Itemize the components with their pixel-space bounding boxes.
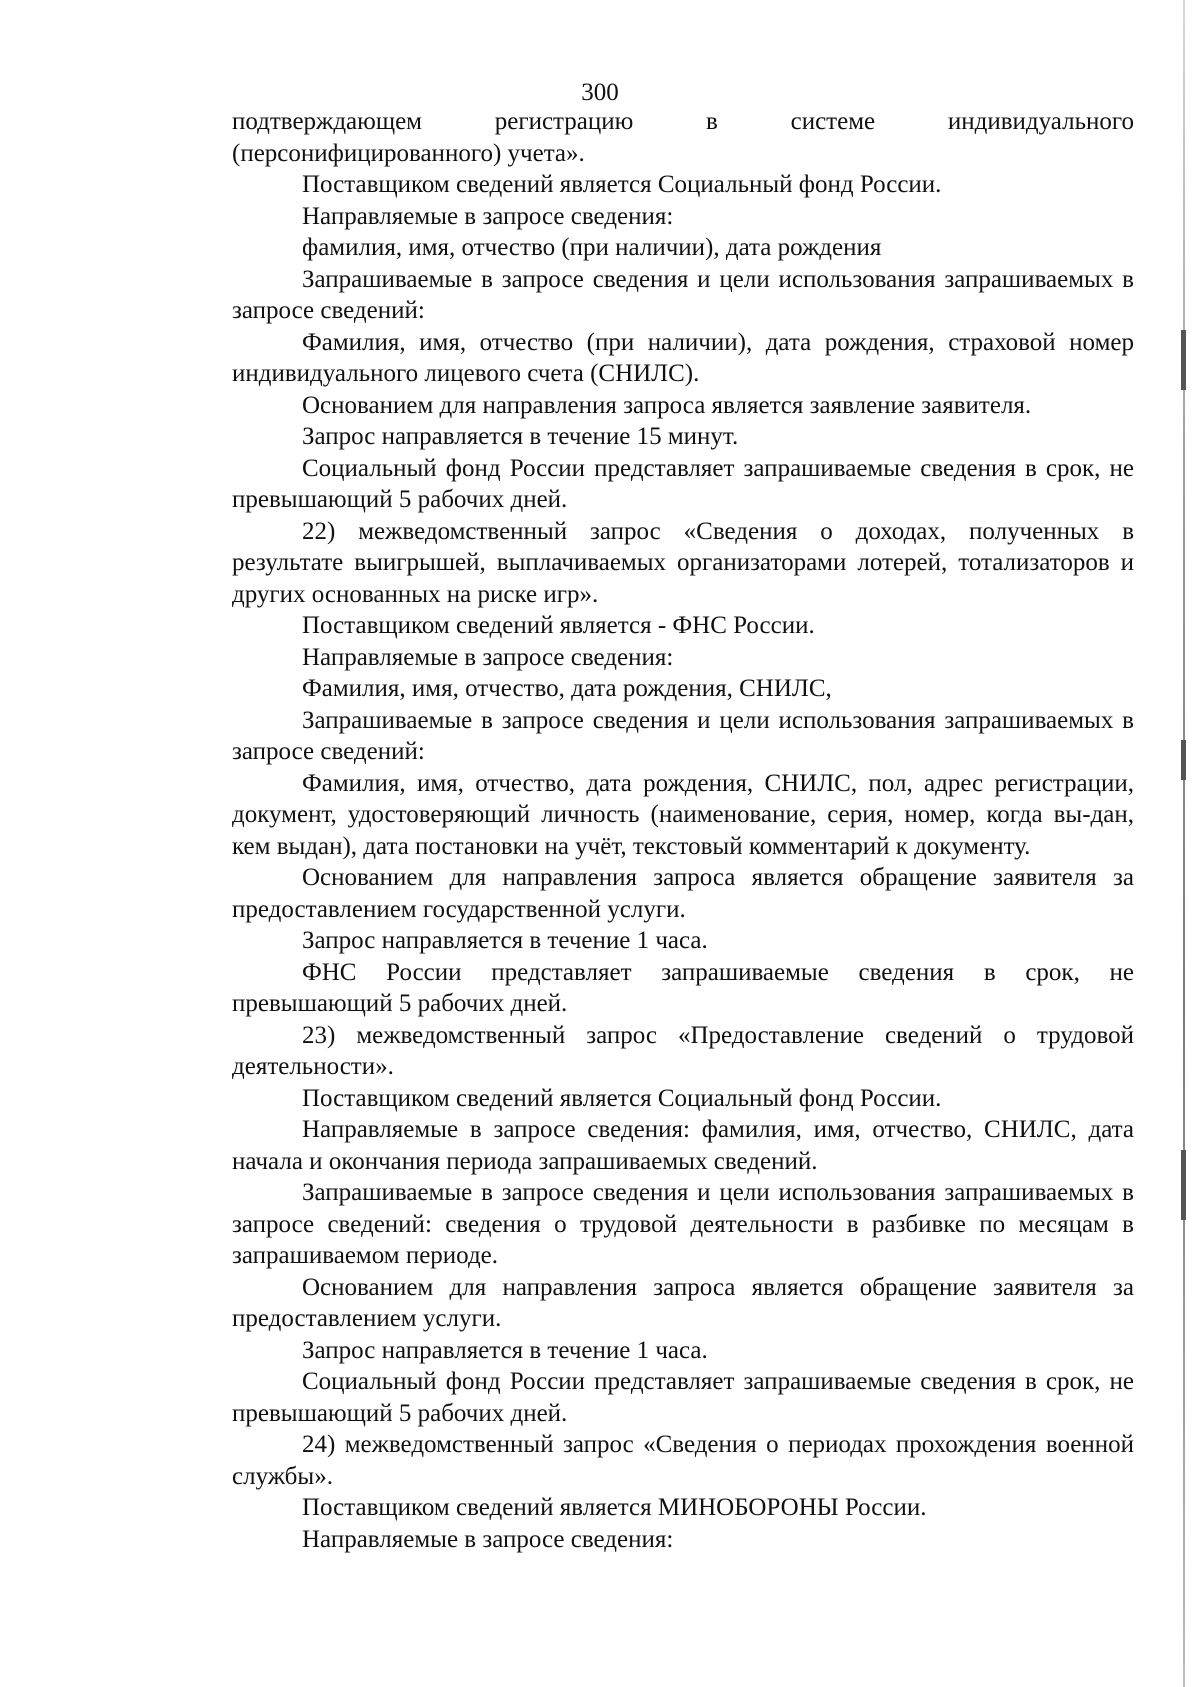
paragraph: Социальный фонд России представляет запрашиваемые сведения в срок, не превышающий 5 рабочих дней. xyxy=(232,454,1134,513)
paragraph: Запрос направляется в течение 1 часа. xyxy=(302,927,708,954)
paragraph: Социальный фонд России представляет запрашиваемые сведения в срок, не превышающий 5 рабочих дней. xyxy=(232,1368,1134,1427)
paragraph: Основанием для направления запроса является обращение заявителя за предоставлением государственной услуги. xyxy=(232,864,1134,923)
paragraph: ФНС России представляет запрашиваемые сведения в срок, не превышающий 5 рабочих дней. xyxy=(232,958,1134,1017)
paragraph: Направляемые в запросе сведения: xyxy=(302,643,674,671)
paragraph: 24) межведомственный запрос «Сведения о периодах прохождения военной службы». xyxy=(232,1431,1134,1490)
paragraph: Основанием для направления запроса является обращение заявителя за предоставлением услуги. xyxy=(232,1273,1134,1332)
paragraph: фамилия, имя, отчество (при наличии), дата рождения xyxy=(302,234,882,261)
scan-edge-mark xyxy=(1181,1150,1186,1220)
paragraph: Запрашиваемые в запросе сведения и цели использования запрашиваемых в запросе сведений: xyxy=(232,265,1134,324)
paragraph: Поставщиком сведений является МИНОБОРОНЫ России. xyxy=(302,1494,927,1521)
page-number: 300 xyxy=(581,79,619,106)
paragraph: Направляемые в запросе сведения: xyxy=(302,1525,674,1553)
paragraph: Фамилия, имя, отчество (при наличии), дата рождения, страховой номер индивидуального лицевого счета (СНИЛС). xyxy=(232,328,1134,387)
paragraph: Основанием для направления запроса является заявление заявителя. xyxy=(302,391,1032,419)
paragraph: 22) межведомственный запрос «Сведения о доходах, полученных в результате выигрышей, выплачиваемых организаторами лотерей, тотализаторов и других основанных на риске игр». xyxy=(232,517,1134,608)
scan-edge-line xyxy=(1183,0,1185,1687)
paragraph: Запрос направляется в течение 1 часа. xyxy=(302,1336,708,1364)
paragraph: Поставщиком сведений является Социальный фонд России. xyxy=(302,1084,942,1112)
paragraph: Запрашиваемые в запросе сведения и цели использования запрашиваемых в запросе сведений: сведения о трудовой деятельности в разбивке по месяцам в запрашиваемом периоде. xyxy=(232,1179,1134,1269)
paragraph: 23) межведомственный запрос «Предоставление сведений о трудовой деятельности». xyxy=(232,1021,1134,1080)
paragraph: Направляемые в запросе сведения: фамилия, имя, отчество, СНИЛС, дата начала и окончания периода запрашиваемых сведений. xyxy=(232,1116,1134,1175)
paragraph: Фамилия, имя, отчество, дата рождения, СНИЛС, xyxy=(302,675,832,702)
paragraph: подтверждающем регистрацию в системе индивидуального (персонифицированного) учета». xyxy=(232,108,1134,167)
scan-edge-mark xyxy=(1181,740,1186,780)
paragraph: Направляемые в запросе сведения: xyxy=(302,202,674,230)
paragraph: Запрашиваемые в запросе сведения и цели использования запрашиваемых в запросе сведений: xyxy=(232,706,1134,765)
document-body xyxy=(232,106,1134,1555)
scan-edge-mark xyxy=(1181,330,1186,390)
paragraph: Поставщиком сведений является - ФНС России. xyxy=(302,612,815,639)
paragraph: Поставщиком сведений является Социальный фонд России. xyxy=(302,171,942,198)
paragraph: Запрос направляется в течение 15 минут. xyxy=(302,423,739,450)
paragraph: Фамилия, имя, отчество, дата рождения, СНИЛС, пол, адрес регистрации, документ, удостоверяющий личность (наименование, серия, номер, когда вы-дан, кем выдан), дата постановки на учёт, текстовый комментарий к документу. xyxy=(232,769,1134,860)
